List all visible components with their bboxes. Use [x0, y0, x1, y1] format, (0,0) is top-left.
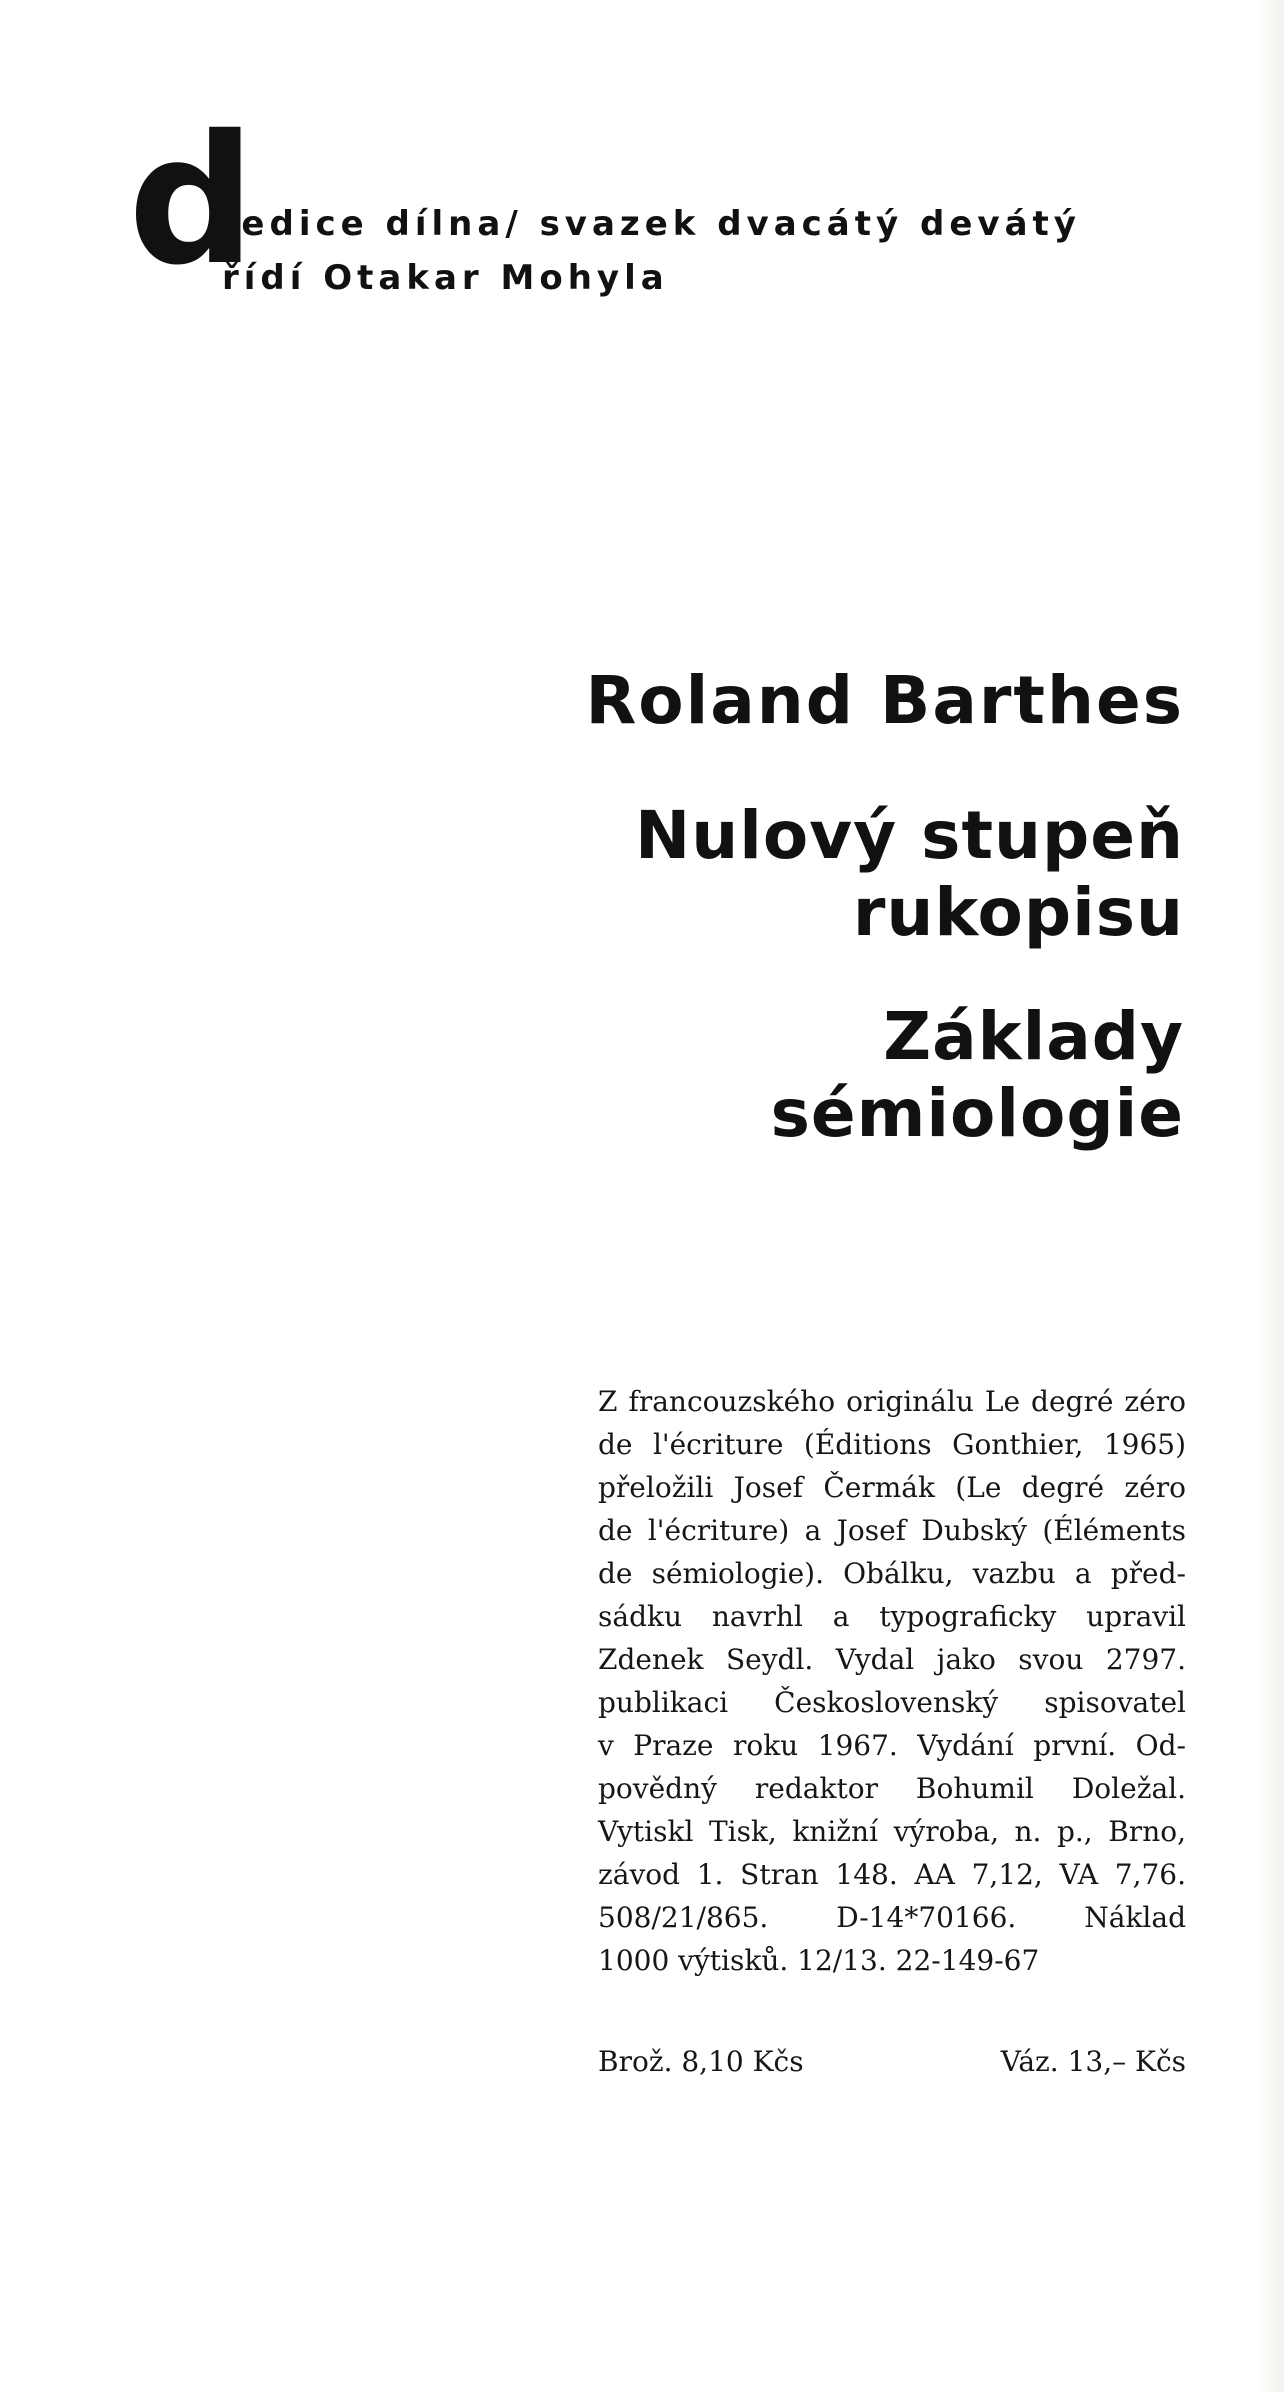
- imprint-line: sádku navrhl a typograficky upravil: [598, 1600, 1186, 1633]
- imprint-line: 1000 výtisků. 12/13. 22-149-67: [598, 1944, 1040, 1977]
- imprint-line: Zdenek Seydl. Vydal jako svou 2797.: [598, 1643, 1186, 1676]
- work-title-1: [284, 798, 1184, 951]
- imprint-line: de l'écriture) a Josef Dubský (Éléments: [598, 1514, 1186, 1547]
- series-logo-letter: d: [128, 97, 252, 304]
- title-block: [284, 662, 1184, 1200]
- imprint-line: 508/21/865. D-14*70166. Náklad: [598, 1901, 1186, 1934]
- imprint-line: publikaci Československý spisovatel: [598, 1686, 1186, 1719]
- imprint-line: Z francouzského originálu Le degré zéro: [598, 1385, 1186, 1418]
- series-name: /edice dílna/ svazek dvacátý devátý: [224, 204, 1081, 244]
- imprint-line: de sémiologie). Obálku, vazbu a před-: [598, 1557, 1186, 1590]
- work-title-2-line-2: sémiologie: [770, 1074, 1184, 1152]
- imprint-line: povědný redaktor Bohumil Doležal.: [598, 1772, 1186, 1805]
- work-title-1-line-2: rukopisu: [852, 873, 1184, 951]
- work-title-2-line-1: Základy: [883, 998, 1184, 1076]
- imprint-line: Vytiskl Tisk, knižní výroba, n. p., Brno,: [598, 1815, 1186, 1848]
- work-title-1-line-1: Nulový stupeň: [634, 797, 1184, 874]
- work-title-2: [284, 999, 1184, 1152]
- imprint-line: přeložili Josef Čermák (Le degré zéro: [598, 1471, 1186, 1504]
- price-hardcover: Váz. 13,– Kčs: [1000, 2045, 1186, 2078]
- imprint-line: de l'écriture (Éditions Gonthier, 1965): [598, 1428, 1186, 1461]
- imprint-text: [598, 1380, 1186, 1982]
- page-edge: [1258, 0, 1284, 2392]
- series-header: [128, 97, 1128, 318]
- imprint-line: závod 1. Stran 148. AA 7,12, VA 7,76.: [598, 1858, 1186, 1891]
- imprint-line: v Praze roku 1967. Vydání první. Od-: [598, 1729, 1186, 1762]
- author-name: Roland Barthes: [585, 662, 1184, 739]
- price-paperback: Brož. 8,10 Kčs: [598, 2045, 804, 2078]
- series-editor: řídí Otakar Mohyla: [222, 258, 669, 298]
